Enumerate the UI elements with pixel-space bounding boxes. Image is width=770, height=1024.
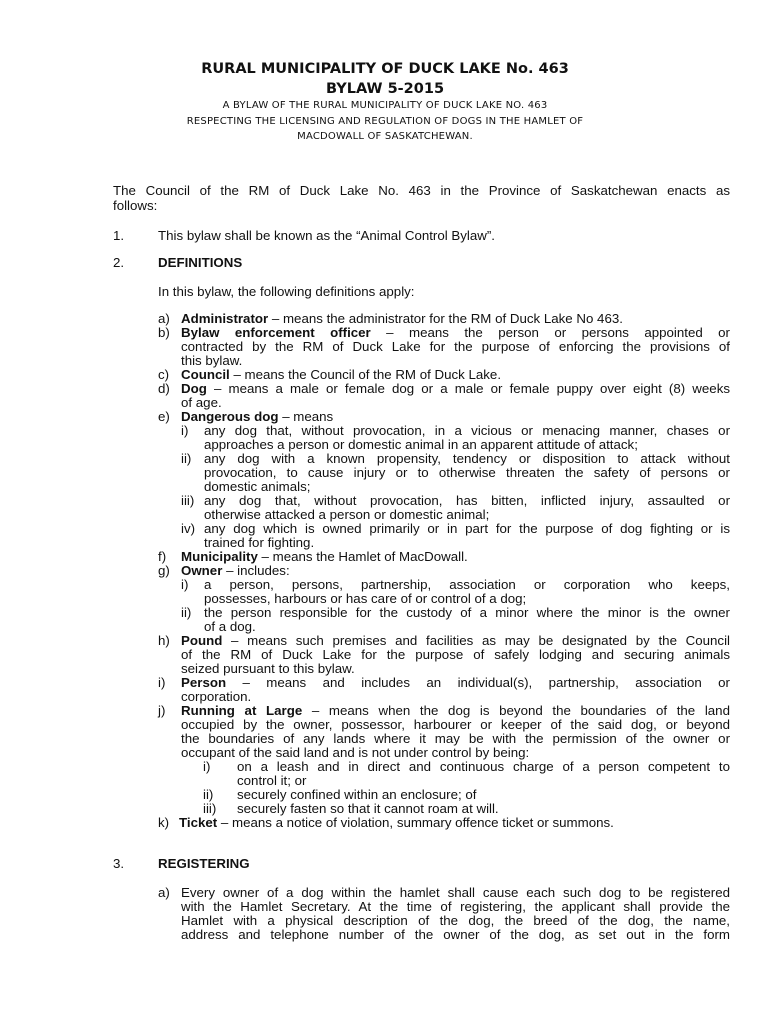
definition-text: the boundaries of any lands where it may be with the permission of the owner or xyxy=(181,731,730,746)
paragraph-line: Hamlet with a physical description of the dog, the breed of the dog, the name, xyxy=(181,913,730,928)
subitem-text: control it; or xyxy=(237,773,307,788)
definition-text: seized pursuant to this bylaw. xyxy=(181,661,355,676)
intro-text: follows: xyxy=(113,198,158,213)
definition-text: this bylaw. xyxy=(181,353,243,368)
subitem-text: any dog that, without provocation, in a vicious or menacing manner, chases or xyxy=(204,423,730,438)
section-heading: REGISTERING xyxy=(158,856,250,871)
item-marker: d) xyxy=(158,381,170,396)
subtitle-line: RESPECTING THE LICENSING AND REGULATION OF DOGS IN THE HAMLET OF xyxy=(186,116,584,127)
subitem-text: on a leash and in direct and continuous charge of a person competent to xyxy=(237,759,730,774)
definition-term: Person xyxy=(181,675,227,690)
definition-text: of age. xyxy=(181,395,222,410)
item-marker: i) xyxy=(158,675,166,690)
item-marker: e) xyxy=(158,409,170,424)
definition-term: Dangerous dog xyxy=(181,409,279,424)
definition-item: Municipality – means the Hamlet of MacDowall. xyxy=(181,549,468,564)
item-marker: b) xyxy=(158,325,170,340)
definition-text: occupant of the said land and is not under control by being: xyxy=(181,745,530,760)
subitem-marker: iii) xyxy=(181,493,195,508)
section-heading: DEFINITIONS xyxy=(158,255,243,270)
section-number: 3. xyxy=(113,856,125,871)
subitem-marker: i) xyxy=(181,577,189,592)
bylaw-number: BYLAW 5-2015 xyxy=(325,81,445,97)
definition-item: Ticket – means a notice of violation, summary offence ticket or summons. xyxy=(179,815,614,830)
definition-term: Pound xyxy=(181,633,223,648)
item-marker: f) xyxy=(158,549,167,564)
section-number: 2. xyxy=(113,255,125,270)
section-text: This bylaw shall be known as the “Animal Control Bylaw”. xyxy=(158,228,495,243)
definition-item: Administrator – means the administrator for the RM of Duck Lake No 463. xyxy=(181,311,623,326)
definition-term: Council xyxy=(181,367,230,382)
definition-item: Running at Large – means when the dog is beyond the boundaries of the land xyxy=(181,703,730,718)
subitem-text: domestic animals; xyxy=(204,479,311,494)
subitem-marker: ii) xyxy=(203,787,214,802)
definition-text: of the RM of Duck Lake for the purpose of safely lodging and securing animals xyxy=(181,647,730,662)
definition-item: Person – means and includes an individual(s), partnership, association or xyxy=(181,675,730,690)
subitem-text: possesses, harbours or has care of or control of a dog; xyxy=(204,591,527,606)
subitem-text: any dog with a known propensity, tendency or disposition to attack without xyxy=(204,451,730,466)
subtitle-line: MACDOWALL OF SASKATCHEWAN. xyxy=(297,131,473,142)
subitem-text: provocation, to cause injury or to otherwise threaten the safety of persons or xyxy=(204,465,730,480)
subitem-text: securely confined within an enclosure; of xyxy=(237,787,477,802)
subitem-text: a person, persons, partnership, association or corporation who keeps, xyxy=(204,577,730,592)
document-title: RURAL MUNICIPALITY OF DUCK LAKE No. 463 xyxy=(201,61,569,77)
definition-term: Municipality xyxy=(181,549,258,564)
section-number: 1. xyxy=(113,228,125,243)
item-marker: g) xyxy=(158,563,170,578)
definition-term: Administrator xyxy=(181,311,269,326)
subitem-text: any dog which is owned primarily or in part for the purpose of dog fighting or is xyxy=(204,521,730,536)
definition-text: occupied by the owner, possessor, harbourer or keeper of the said dog, or beyond xyxy=(181,717,730,732)
subitem-text: securely fasten so that it cannot roam at will. xyxy=(237,801,499,816)
paragraph-line: Every owner of a dog within the hamlet shall cause each such dog to be registered xyxy=(181,885,730,900)
subtitle-line: A BYLAW OF THE RURAL MUNICIPALITY OF DUCK LAKE NO. 463 xyxy=(222,100,548,111)
item-marker: k) xyxy=(158,815,170,830)
definition-item: Bylaw enforcement officer – means the person or persons appointed or xyxy=(181,325,730,340)
subitem-text: otherwise attacked a person or domestic animal; xyxy=(204,507,490,522)
definition-text: contracted by the RM of Duck Lake for the purpose of enforcing the provisions of xyxy=(181,339,730,354)
definition-term: Bylaw enforcement officer xyxy=(181,325,371,340)
item-marker: a) xyxy=(158,885,170,900)
subitem-marker: iii) xyxy=(203,801,217,816)
definition-item: Dog – means a male or female dog or a male or female puppy over eight (8) weeks xyxy=(181,381,730,396)
subitem-text: trained for fighting. xyxy=(204,535,315,550)
definition-text: corporation. xyxy=(181,689,252,704)
item-marker: j) xyxy=(158,703,166,718)
definition-term: Owner xyxy=(181,563,223,578)
paragraph-line: with the Hamlet Secretary. At the time of registering, the applicant shall provide the xyxy=(181,899,730,914)
subitem-text: any dog that, without provocation, has bitten, inflicted injury, assaulted or xyxy=(204,493,730,508)
intro-text: The Council of the RM of Duck Lake No. 463 in the Province of Saskatchewan enacts as xyxy=(113,183,730,198)
definition-term: Ticket xyxy=(179,815,218,830)
paragraph-line: address and telephone number of the owner of the dog, as set out in the form xyxy=(181,927,730,942)
subitem-text: the person responsible for the custody of a minor where the minor is the owner xyxy=(204,605,730,620)
definition-item: Council – means the Council of the RM of Duck Lake. xyxy=(181,367,502,382)
definition-item: Pound – means such premises and facilities as may be designated by the Council xyxy=(181,633,730,648)
definition-item: Owner – includes: xyxy=(181,563,290,578)
definition-term: Dog xyxy=(181,381,207,396)
section-lead: In this bylaw, the following definitions apply: xyxy=(158,284,415,299)
subitem-marker: i) xyxy=(181,423,189,438)
subitem-marker: ii) xyxy=(181,451,192,466)
subitem-text: of a dog. xyxy=(204,619,256,634)
item-marker: a) xyxy=(158,311,170,326)
subitem-text: approaches a person or domestic animal in an apparent attitude of attack; xyxy=(204,437,638,452)
subitem-marker: ii) xyxy=(181,605,192,620)
subitem-marker: iv) xyxy=(181,521,196,536)
item-marker: c) xyxy=(158,367,170,382)
item-marker: h) xyxy=(158,633,170,648)
definition-term: Running at Large xyxy=(181,703,303,718)
definition-item: Dangerous dog – means xyxy=(181,409,334,424)
subitem-marker: i) xyxy=(203,759,211,774)
